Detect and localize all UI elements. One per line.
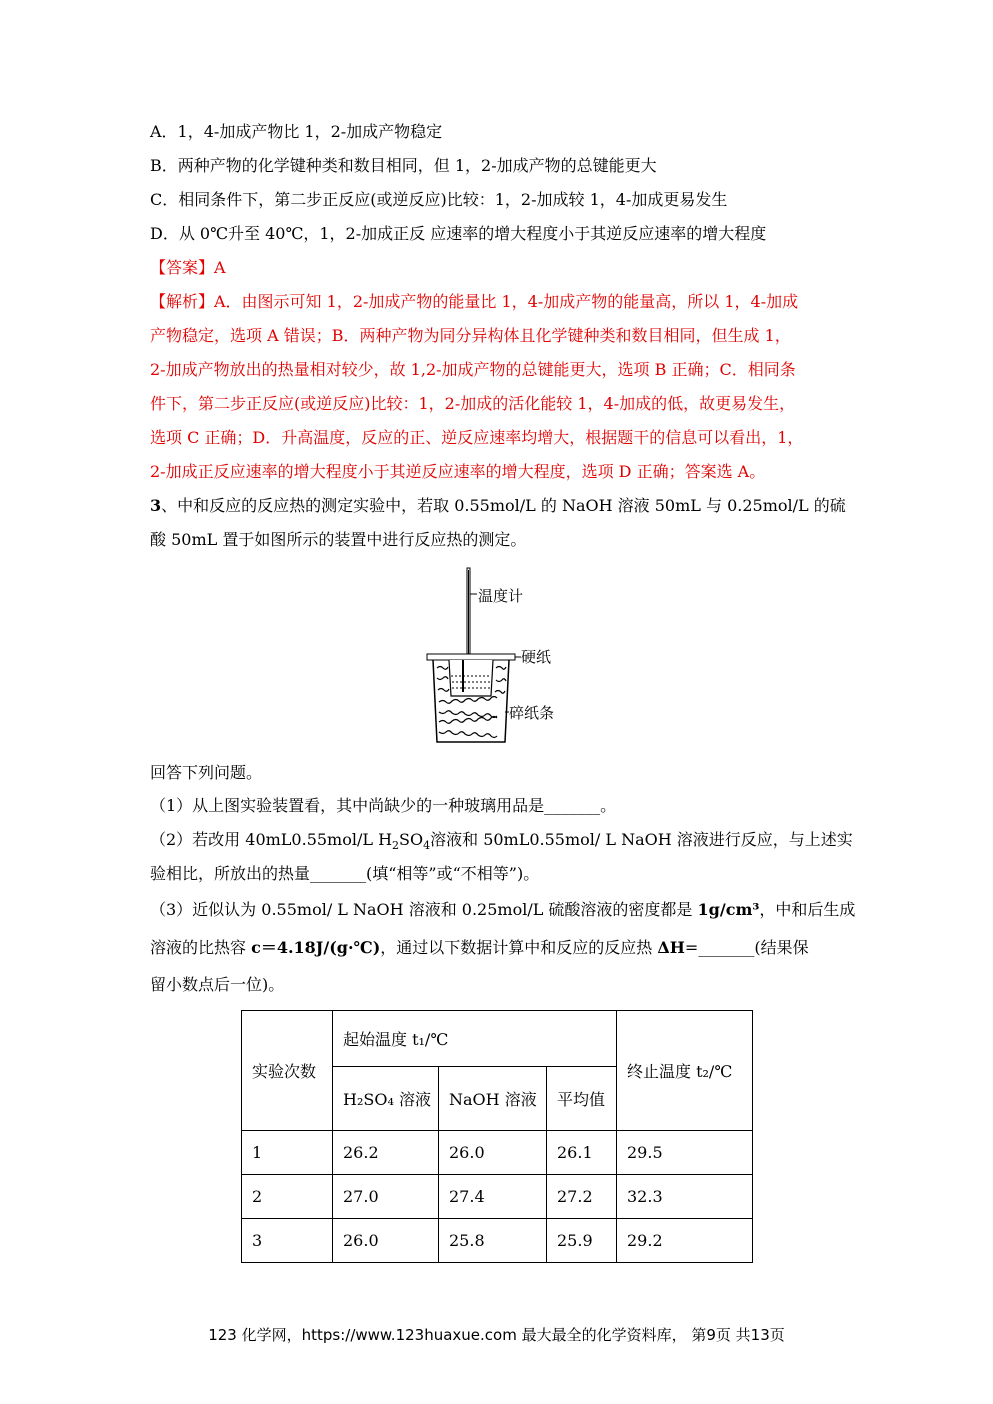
analysis-line: 【解析】A．由图示可知 1，2-加成产物的能量比 1，4-加成产物的能量高，所以 1，4-加成 <box>150 292 799 311</box>
header-acid: H₂SO₄ 溶液 <box>333 1067 439 1131</box>
analysis-line: 2-加成产物放出的热量相对较少，故 1,2-加成产物的总键能更大，选项 B 正确；C．相同条 <box>150 360 796 379</box>
analysis-line: 产物稳定，选项 A 错误；B．两种产物为同分异构体且化学键种类和数目相同，但生成 1， <box>150 326 791 345</box>
page-footer: 123 化学网，https://www.123huaxue.com 最大最全的化学资料库， 第9页 共13页 <box>208 1326 785 1344</box>
question-number: 3 <box>150 496 162 515</box>
sub-question-1: （1）从上图实验装置看，其中尚缺少的一种玻璃用品是_______。 <box>150 796 617 815</box>
sub-question-2-line2: 验相比，所放出的热量_______(填“相等”或“不相等”)。 <box>150 864 540 883</box>
label-thermometer: 温度计 <box>478 587 524 605</box>
analysis-line: 选项 C 正确；D．升高温度，反应的正、逆反应速率均增大，根据题干的信息可以看出，1， <box>150 428 804 447</box>
header-base: NaOH 溶液 <box>439 1067 547 1131</box>
table-row: 1 26.2 26.0 26.1 29.5 <box>242 1131 753 1175</box>
option-d: D．从 0℃升至 40℃，1，2-加成正反 应速率的增大程度小于其逆反应速率的增大程度 <box>150 224 767 243</box>
question-3-line2: 酸 50mL 置于如图所示的装置中进行反应热的测定。 <box>150 530 527 549</box>
answer-prompt: 回答下列问题。 <box>150 763 263 782</box>
label-shredded-paper: 碎纸条 <box>509 704 555 722</box>
option-a: A．1，4-加成产物比 1，2-加成产物稳定 <box>150 122 443 141</box>
table-row: 2 27.0 27.4 27.2 32.3 <box>242 1175 753 1219</box>
label-cardboard: 硬纸 <box>521 648 552 666</box>
header-start-temp: 起始温度 t₁/℃ <box>333 1011 617 1067</box>
answer: 【答案】A <box>150 258 226 277</box>
question-text: 、中和反应的反应热的测定实验中，若取 0.55mol/L 的 NaOH 溶液 50mL 与 0.25mol/L 的硫 <box>161 496 846 515</box>
header-end-temp: 终止温度 t₂/℃ <box>617 1011 753 1131</box>
option-b: B．两种产物的化学键种类和数目相同，但 1，2-加成产物的总键能更大 <box>150 156 657 175</box>
analysis-line: 2-加成正反应速率的增大程度小于其逆反应速率的增大程度，选项 D 正确；答案选 A。 <box>150 462 766 481</box>
header-trial: 实验次数 <box>242 1011 333 1131</box>
analysis-line: 件下，第二步正反应(或逆反应)比较：1，2-加成的活化能较 1，4-加成的低，故更易发生， <box>150 394 796 413</box>
sub-question-3-line1: （3）近似认为 0.55mol/ L NaOH 溶液和 0.25mol/L 硫酸溶液的密度都是 1g/cm³，中和后生成 <box>150 900 856 919</box>
table-row: 3 26.0 25.8 25.9 29.2 <box>242 1219 753 1263</box>
sub-question-3-line3: 留小数点后一位)。 <box>150 975 285 994</box>
temperature-table <box>241 1010 753 1263</box>
option-c: C．相同条件下，第二步正反应(或逆反应)比较：1，2-加成较 1，4-加成更易发生 <box>150 190 728 209</box>
question-3-line1 <box>150 496 846 516</box>
sub-question-3-line2: 溶液的比热容 c＝4.18J/(g·℃)，通过以下数据计算中和反应的反应热 ΔH=_______(结果保 <box>150 938 809 957</box>
sub-question-2-line1: （2）若改用 40mL0.55mol/L $H_2SO_4$溶液和 50mL0.55mol/ L NaOH 溶液进行反应，与上述实 <box>150 830 853 853</box>
header-average: 平均值 <box>547 1067 617 1131</box>
